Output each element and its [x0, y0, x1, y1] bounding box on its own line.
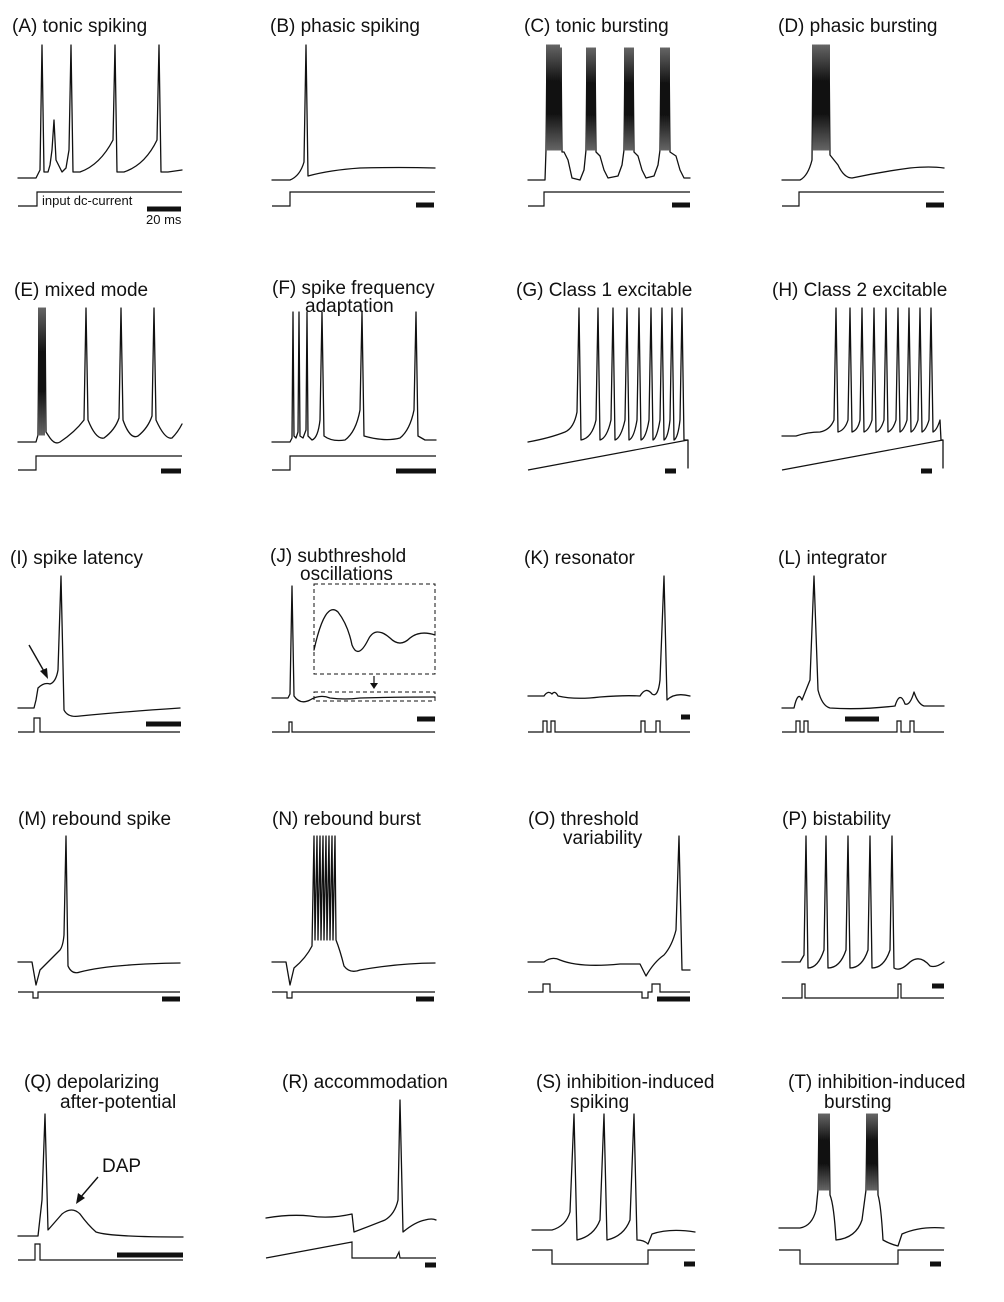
panel-q-dap-arrow — [76, 1177, 98, 1204]
panel-o-voltage-trace — [528, 836, 690, 976]
panel-q-voltage-trace — [18, 1114, 183, 1237]
panel-j-title-line2: oscillations — [300, 564, 393, 585]
panel-i-voltage-trace — [18, 576, 180, 716]
panel-q-title-line2: after-potential — [60, 1092, 177, 1113]
panel-o-title-line1: (O) threshold — [528, 809, 639, 830]
panel-i-arrow — [29, 645, 48, 679]
panel-l-input-current — [782, 721, 944, 732]
panel-i-title: (I) spike latency — [10, 548, 144, 569]
panel-j-zoom-box — [314, 584, 435, 674]
panel-q-input-current — [18, 1244, 183, 1260]
panel-j-input-current — [272, 722, 435, 732]
panel-t-voltage-trace — [779, 1114, 944, 1246]
panel-p-title: (P) bistability — [782, 809, 891, 830]
panel-b-voltage-trace — [272, 45, 435, 180]
panel-e — [14, 280, 182, 471]
panel-r-title: (R) accommodation — [282, 1072, 448, 1093]
panel-c-voltage-trace — [528, 45, 690, 180]
panel-f-input-current — [272, 456, 436, 470]
panel-d-input-current — [782, 192, 944, 206]
panel-d — [778, 16, 944, 206]
panel-h-input-current — [782, 440, 943, 470]
panel-f-voltage-trace — [272, 312, 436, 442]
panel-m-voltage-trace — [18, 836, 180, 985]
panel-h — [772, 280, 947, 471]
panel-j-zoomed-oscillation — [314, 610, 435, 652]
panel-j-zoom-arrowhead — [370, 683, 378, 689]
panel-t-input-current — [779, 1250, 944, 1264]
panel-b-input-current — [272, 192, 435, 206]
panel-d-voltage-trace — [782, 45, 944, 180]
panel-h-title: (H) Class 2 excitable — [772, 280, 948, 301]
panel-n-input-current — [272, 992, 435, 998]
panel-k — [524, 548, 690, 732]
panel-s-title-line1: (S) inhibition-induced — [536, 1072, 715, 1093]
panel-t — [779, 1072, 965, 1264]
panel-n — [272, 809, 435, 999]
panel-q — [18, 1072, 183, 1260]
panel-e-input-current — [18, 456, 182, 470]
panel-o-title-line2: variability — [563, 828, 643, 849]
panel-s-input-current — [532, 1250, 695, 1264]
panel-s-title-line2: spiking — [570, 1092, 630, 1113]
panel-r — [266, 1072, 448, 1265]
panel-p-voltage-trace — [782, 836, 944, 969]
panel-p — [782, 809, 944, 998]
panel-m-input-current — [18, 992, 180, 998]
panel-t-title-line2: bursting — [824, 1092, 892, 1113]
panel-p-input-current — [782, 984, 944, 998]
panel-j-voltage-trace — [272, 586, 435, 702]
panel-i — [10, 548, 181, 732]
panel-o-input-current — [528, 984, 690, 998]
panel-c — [524, 16, 690, 206]
panel-a — [12, 16, 182, 227]
panel-g-input-current — [528, 440, 688, 470]
panel-t-title-line1: (T) inhibition-induced — [788, 1072, 966, 1093]
panel-k-title: (K) resonator — [524, 548, 635, 569]
panel-q-dap-label: DAP — [102, 1156, 142, 1177]
panel-s — [532, 1072, 715, 1264]
panel-j-title-line1: (J) subthreshold — [270, 546, 407, 567]
panel-m-title: (M) rebound spike — [18, 809, 172, 830]
panel-n-voltage-trace — [272, 836, 435, 985]
panel-g — [516, 280, 692, 471]
panel-g-title: (G) Class 1 excitable — [516, 280, 693, 301]
panel-e-voltage-trace — [18, 308, 182, 443]
panel-a-title: (A) tonic spiking — [12, 16, 148, 37]
panel-b — [270, 16, 435, 206]
panel-m — [18, 809, 180, 999]
panel-l — [778, 548, 944, 732]
panel-k-input-current — [528, 721, 690, 732]
panel-j — [270, 546, 435, 732]
panel-c-title: (C) tonic bursting — [524, 16, 669, 37]
panel-o — [528, 809, 690, 999]
panel-a-voltage-trace — [18, 45, 182, 178]
panel-k-voltage-trace — [528, 576, 690, 700]
panel-l-voltage-trace — [782, 576, 944, 709]
panel-f-title-line1: (F) spike frequency — [272, 278, 435, 299]
panel-f-title-line2: adaptation — [305, 296, 394, 317]
panel-c-input-current — [528, 192, 690, 206]
panel-d-title: (D) phasic bursting — [778, 16, 938, 37]
panel-a-scale-label: 20 ms — [146, 212, 182, 227]
panel-f — [272, 278, 436, 471]
panel-a-input-label: input dc-current — [42, 193, 133, 208]
panel-s-voltage-trace — [532, 1114, 695, 1244]
panel-n-title: (N) rebound burst — [272, 809, 421, 830]
panel-b-title: (B) phasic spiking — [270, 16, 420, 37]
panel-l-title: (L) integrator — [778, 548, 887, 569]
panel-r-voltage-trace — [266, 1100, 436, 1232]
panel-r-input-current — [266, 1242, 436, 1258]
panel-e-title: (E) mixed mode — [14, 280, 149, 301]
panel-q-title-line1: (Q) depolarizing — [24, 1072, 160, 1093]
